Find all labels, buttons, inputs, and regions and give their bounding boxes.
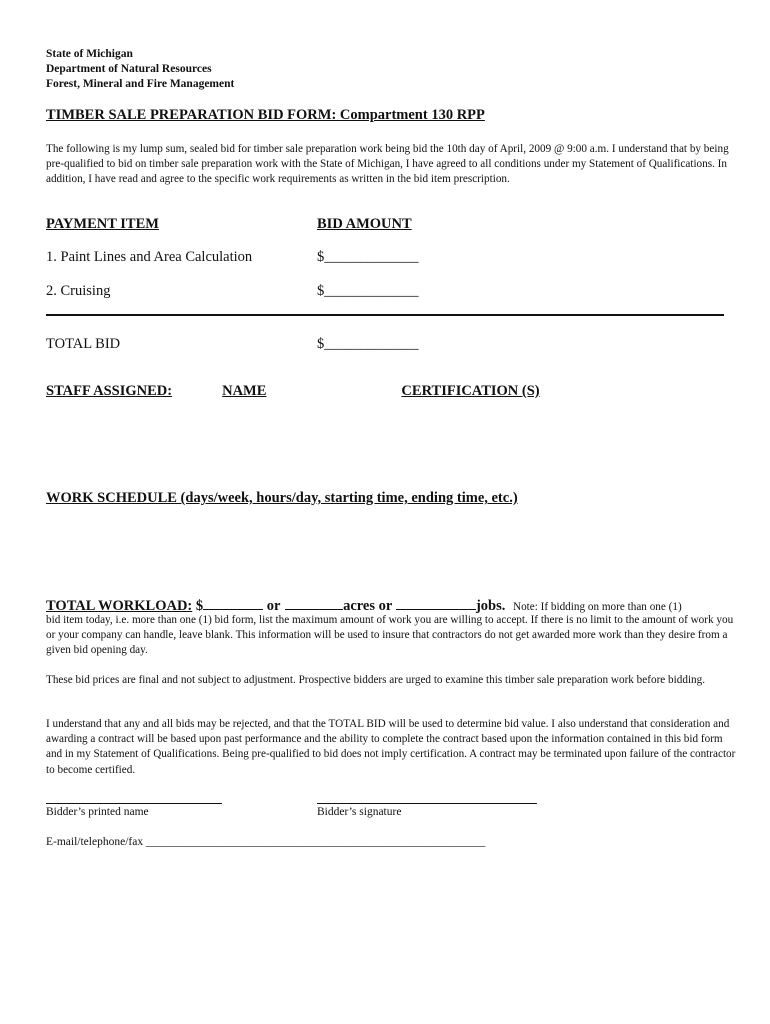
- form-title: TIMBER SALE PREPARATION BID FORM: Compartment 130 RPP: [46, 107, 485, 123]
- understanding-paragraph: I understand that any and all bids may be rejected, and that the TOTAL BID will be used to determine bid value. I also understand that consideration and awarding a contract will be based upon past performance and the ability to complete the contract based upon the information contained in this bid form and in my Statement of Qualifications. Being pre-qualified to bid does not imply certification. A contract may be terminated upon failure of the contractor to become certified.: [46, 718, 736, 776]
- total-divider: [46, 314, 724, 316]
- header-division: Forest, Mineral and Fire Management: [46, 78, 235, 90]
- payment-item-2-amount[interactable]: $_____________: [317, 283, 419, 299]
- workload-note: bid item today, i.e. more than one (1) bid form, list the maximum amount of work you are willing to accept. If there is no limit to the amount of work you or your company can handle, leave blank. This information will be used to insure that contractors do not get awarded more work than they desire from a given bid opening day.: [46, 614, 734, 657]
- final-prices-paragraph: These bid prices are final and not subject to adjustment. Prospective bidders are urged to examine this timber sale preparation work before bidding.: [46, 674, 706, 686]
- contact-row: [46, 836, 485, 848]
- payment-item-1-label: 1. Paint Lines and Area Calculation: [46, 249, 253, 265]
- contact-line[interactable]: ___________________________________________________________: [145, 836, 486, 848]
- staff-assigned-label: STAFF ASSIGNED:: [46, 383, 173, 399]
- total-bid-label: TOTAL BID: [46, 336, 121, 352]
- total-bid-amount[interactable]: $_____________: [317, 336, 419, 352]
- staff-assigned-row: [46, 383, 540, 400]
- workload-dollar-field[interactable]: [203, 597, 263, 610]
- printed-name-line[interactable]: [46, 803, 222, 804]
- header-state: State of Michigan: [46, 48, 133, 60]
- work-schedule-heading: WORK SCHEDULE (days/week, hours/day, starting time, ending time, etc.): [46, 490, 518, 506]
- staff-certification-column: CERTIFICATION (S): [401, 383, 540, 399]
- workload-acres-field[interactable]: [285, 597, 343, 610]
- workload-or: or: [266, 598, 281, 614]
- header-department: Department of Natural Resources: [46, 63, 212, 75]
- bid-amount-header: BID AMOUNT: [317, 216, 412, 232]
- workload-note-start: Note: If bidding on more than one (1): [512, 601, 682, 613]
- payment-item-header: [46, 216, 309, 233]
- workload-jobs-field[interactable]: [396, 597, 476, 610]
- intro-paragraph: The following is my lump sum, sealed bid for timber sale preparation work being bid the 10th day of April, 2009 @ 9:00 a.m. I understand that by being pre-qualified to bid on timber sale preparation work with the State of Michigan, I have agreed to all conditions under my Statement of Qualifications. In addition, I have read and agree to the specific work requirements as written in the bid item prescription.: [46, 143, 729, 186]
- contact-label: E-mail/telephone/fax: [46, 836, 144, 848]
- staff-name-column: NAME: [222, 383, 267, 399]
- payment-item-1-amount[interactable]: $_____________: [317, 249, 419, 265]
- printed-name-label: Bidder’s printed name: [46, 806, 149, 818]
- signature-label: Bidder’s signature: [317, 806, 402, 818]
- total-workload-label: TOTAL WORKLOAD:: [46, 598, 193, 614]
- payment-item-2-label: 2. Cruising: [46, 283, 111, 299]
- signature-line[interactable]: [317, 803, 537, 804]
- workload-jobs: jobs.: [475, 598, 506, 614]
- payment-item-header-label: PAYMENT ITEM: [46, 216, 159, 232]
- workload-dollar-sign: $: [195, 598, 204, 614]
- workload-acres-or: acres or: [343, 598, 393, 614]
